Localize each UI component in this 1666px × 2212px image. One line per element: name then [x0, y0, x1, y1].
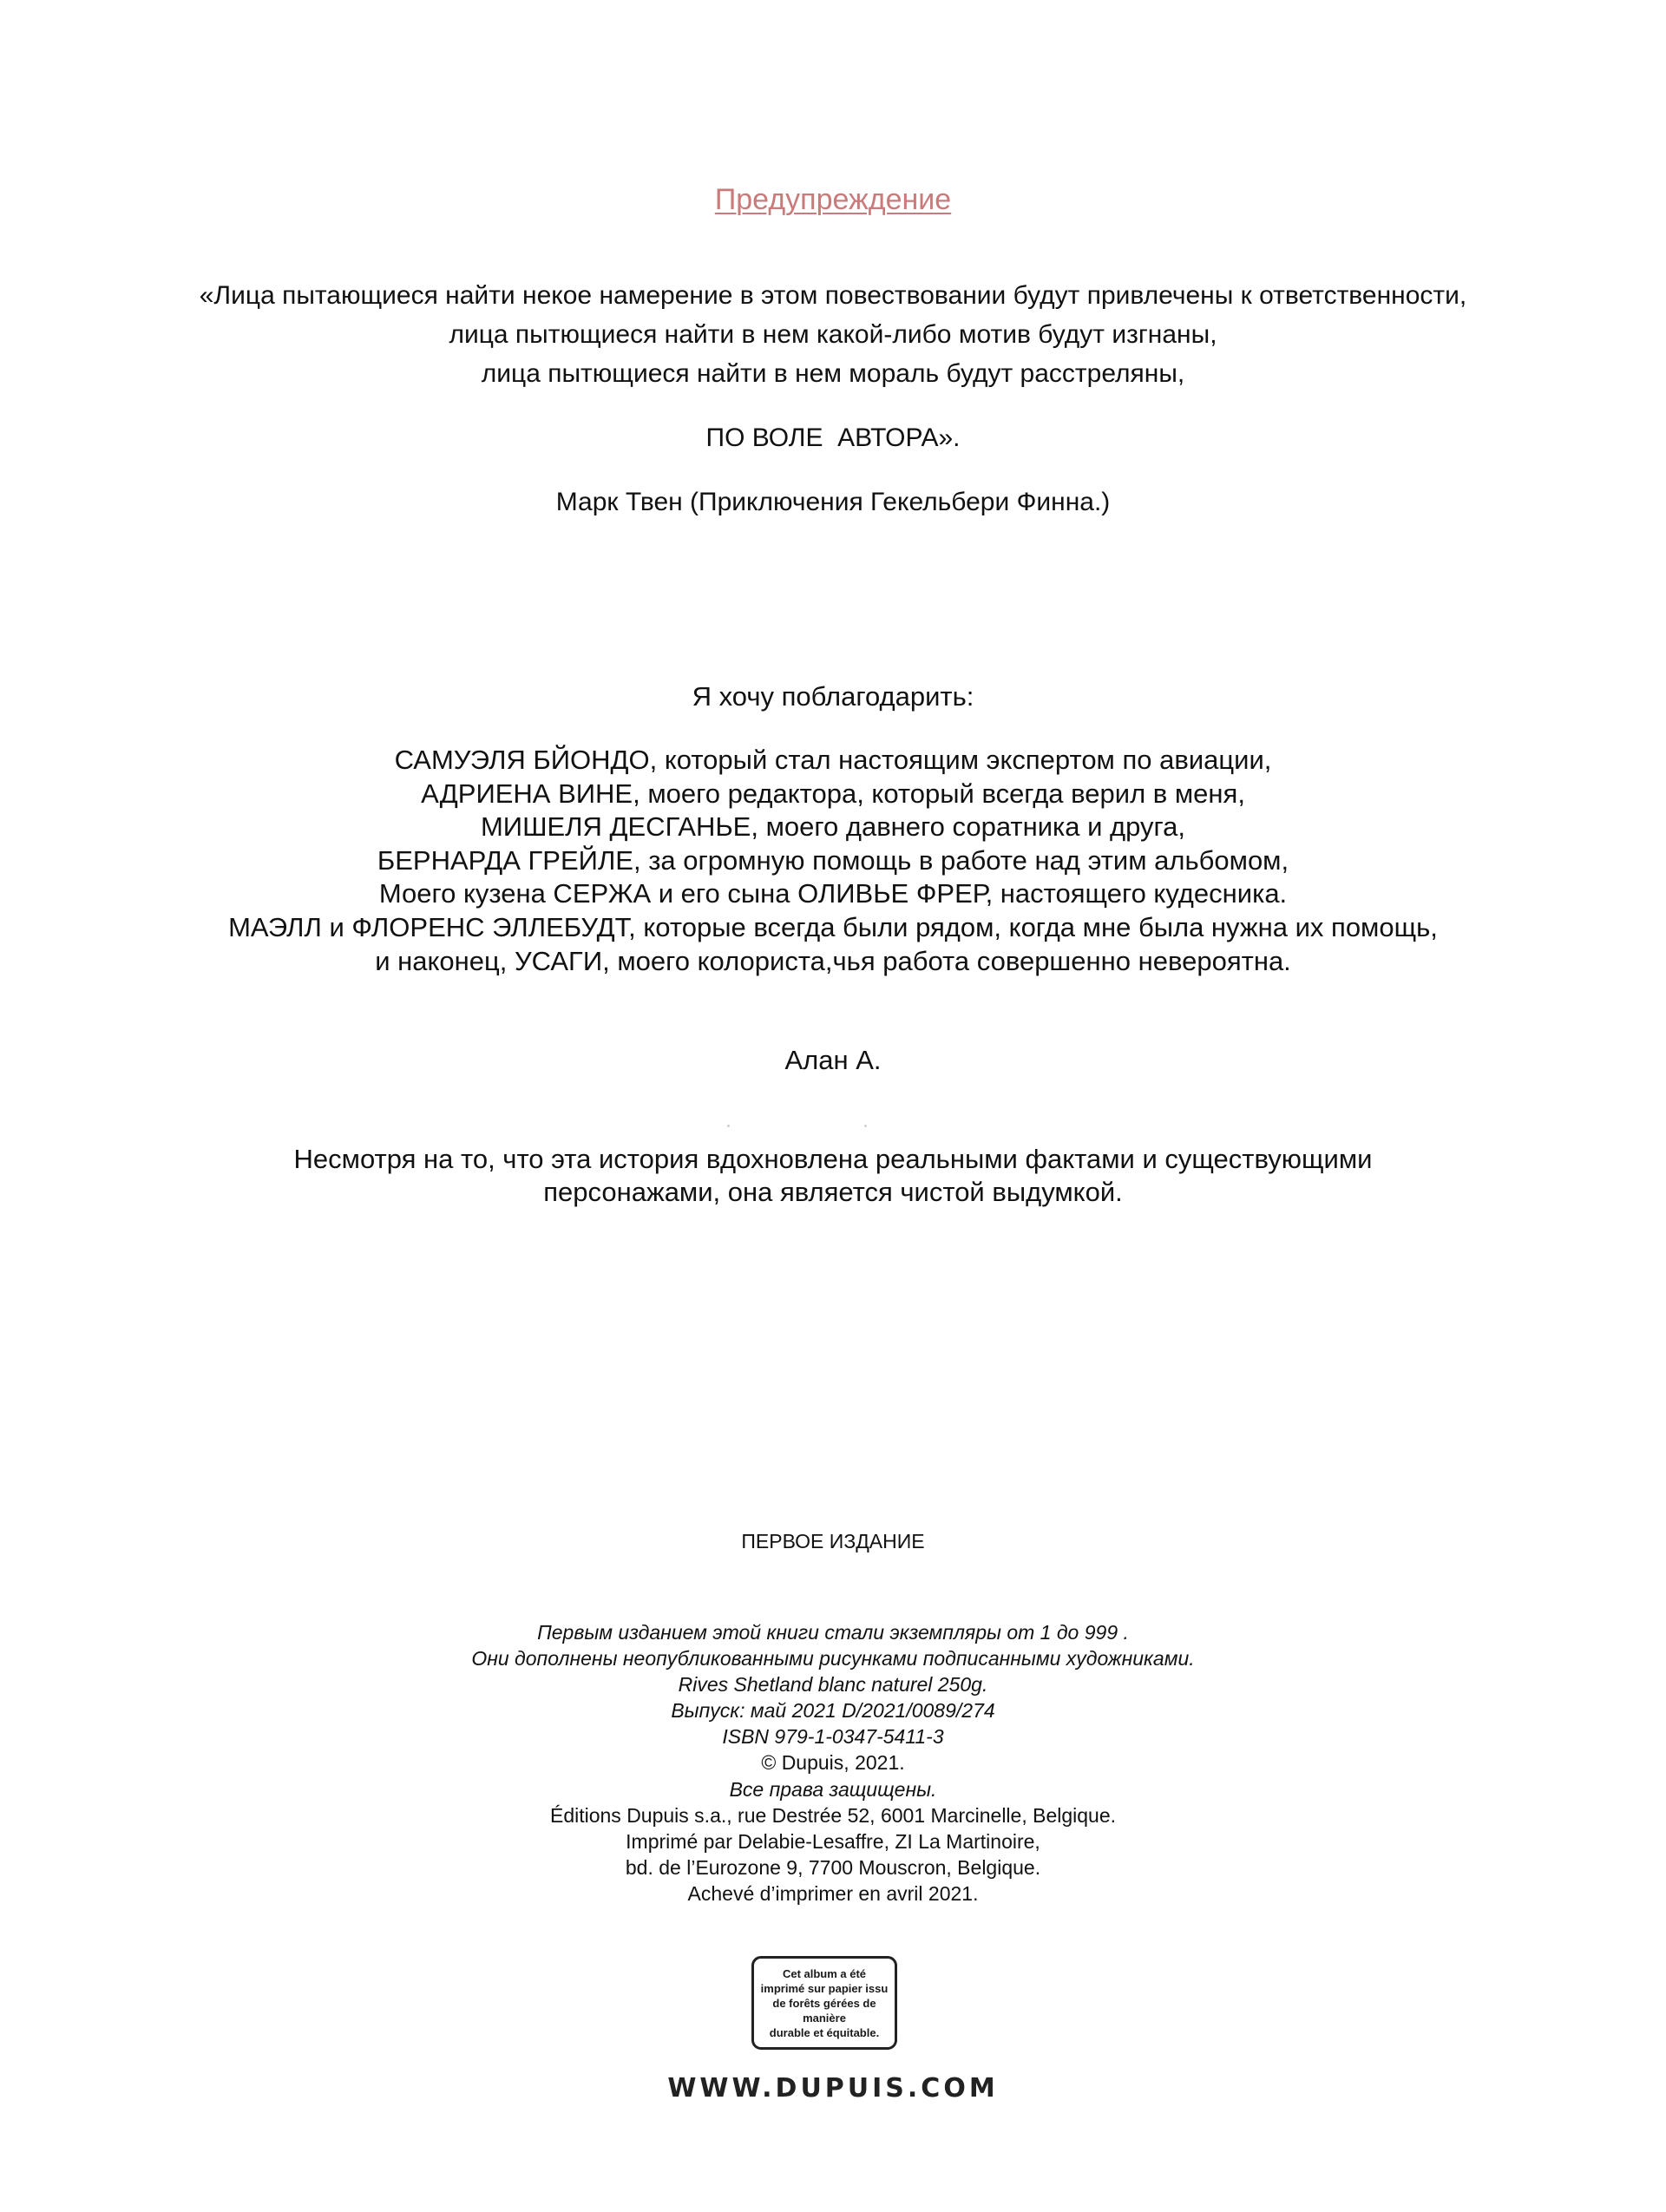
edition-label: ПЕРВОЕ ИЗДАНИЕ	[741, 1530, 925, 1552]
epigraph-attribution: Марк Твен (Приключения Гекельбери Финна.)	[555, 488, 1111, 516]
colophon-line: Все права защищены.	[729, 1777, 937, 1801]
epigraph-line: лица пытющиеся найти в нем какой-либо мотив будут изгнаны,	[449, 320, 1217, 349]
colophon-line: Éditions Dupuis s.a., rue Destrée 52, 6001 Marcinelle, Belgique.	[549, 1803, 1117, 1827]
colophon-line: ISBN 979-1-0347-5411-3	[722, 1725, 944, 1749]
thanks-line: АДРИЕНА ВИНЕ, моего редактора, который всегда верил в меня,	[421, 778, 1245, 809]
publisher-website: WWW.DUPUIS.COM	[667, 2073, 999, 2104]
thanks-intro: Я хочу поблагодарить:	[692, 681, 974, 712]
thanks-line: МИШЕЛЯ ДЕСГАНЬЕ, моего давнего соратника и друга,	[480, 811, 1186, 843]
thanks-line: БЕРНАРДА ГРЕЙЛЕ, за огромную помощь в работе над этим альбомом,	[377, 844, 1289, 876]
disclaimer-line: Несмотря на то, что эта история вдохновлена реальными фактами и существующими	[293, 1144, 1373, 1174]
warning-title: Предупреждение	[714, 183, 952, 216]
epigraph-line: «Лица пытающиеся найти некое намерение в этом повествовании будут привлечены к ответственности,	[199, 281, 1467, 310]
eco-paper-badge	[751, 1956, 897, 2050]
colophon-line: Rives Shetland blanc naturel 250g.	[678, 1673, 988, 1697]
colophon-line: Они дополнены неопубликованными рисунками подписанными художниками.	[471, 1647, 1195, 1670]
colophon-line: Achevé d’imprimer en avril 2021.	[687, 1881, 979, 1905]
epigraph-line: лица пытющиеся найти в нем мораль будут расстреляны,	[481, 359, 1185, 388]
badge-line: imprimé sur papier issu	[760, 1982, 889, 1995]
epigraph-quote	[0, 276, 1666, 393]
fiction-disclaimer	[0, 1143, 1666, 1209]
disclaimer-line: персонажами, она является чистой выдумкой.	[543, 1177, 1123, 1207]
thanks-line: САМУЭЛЯ БЙОНДО, который стал настоящим экспертом по авиации,	[394, 745, 1272, 775]
colophon-line: © Dupuis, 2021.	[761, 1751, 905, 1775]
badge-line: Cet album a été	[782, 1967, 867, 1980]
faint-mark	[727, 1125, 730, 1127]
colophon-details	[0, 1619, 1666, 1907]
thanks-line: МАЭЛЛ и ФЛОРЕНС ЭЛЛЕБУДТ, которые всегда были рядом, когда мне была нужна их помощь,	[228, 911, 1438, 942]
colophon-line: Imprimé par Delabie-Lesaffre, ZI La Martinoire,	[626, 1829, 1040, 1853]
epigraph-signature: ПО ВОЛЕ АВТОРА».	[705, 423, 961, 452]
badge-line: durable et équitable.	[769, 2026, 880, 2039]
colophon-line: Первым изданием этой книги стали экземпляры от 1 до 999 .	[537, 1621, 1129, 1644]
faint-mark	[864, 1125, 867, 1127]
badge-line: de forêts gérées de	[772, 1997, 876, 2010]
colophon-line: Выпуск: май 2021 D/2021/0089/274	[671, 1699, 995, 1723]
thanks-list	[0, 744, 1666, 978]
badge-line: manière	[803, 2012, 846, 2025]
thanks-line: Моего кузена СЕРЖА и его сына ОЛИВЬЕ ФРЕР, настоящего кудесника.	[378, 878, 1288, 909]
thanks-signature: Алан А.	[784, 1045, 882, 1075]
colophon-line: bd. de l’Eurozone 9, 7700 Mouscron, Belgique.	[625, 1855, 1041, 1879]
thanks-line: и наконец, УСАГИ, моего колориста,чья работа совершенно невероятна.	[375, 945, 1291, 976]
